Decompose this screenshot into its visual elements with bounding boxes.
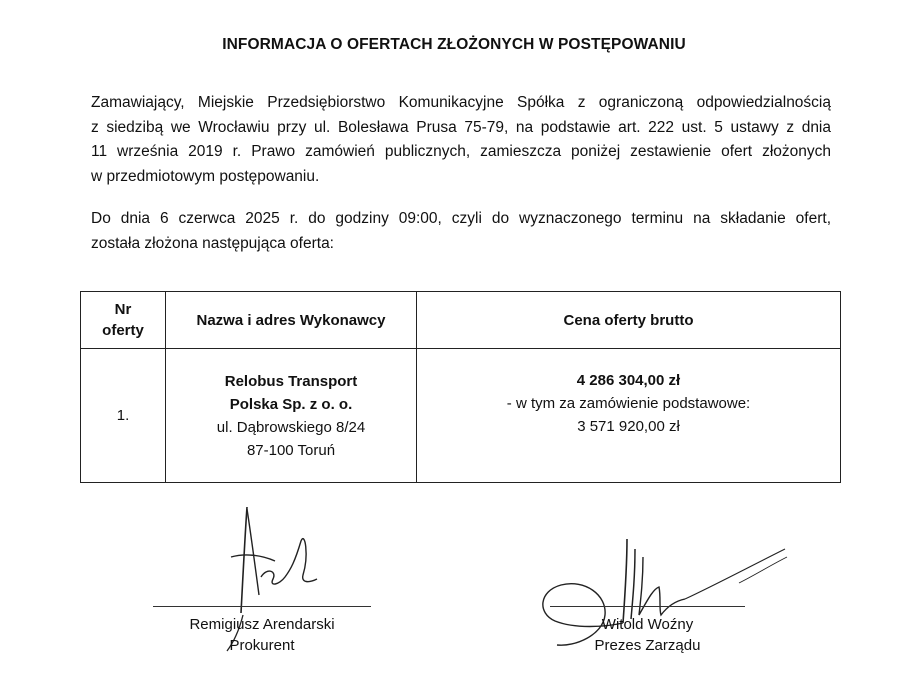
document-title: INFORMACJA O OFERTACH ZŁOŻONYCH W POSTĘPOWANIU <box>222 36 686 53</box>
signature-block-right <box>550 614 745 656</box>
signer-name: Remigiusz Arendarski <box>189 616 335 633</box>
header-nr-line: oferty <box>102 322 144 339</box>
signer-role: Prokurent <box>229 637 295 654</box>
signature-line-left <box>153 606 371 607</box>
header-contractor: Nazwa i adres Wykonawcy <box>166 292 417 349</box>
signer-role: Prezes Zarządu <box>594 637 701 654</box>
cell-price <box>417 349 841 483</box>
signature-block-left <box>153 614 371 656</box>
cell-contractor <box>166 349 417 483</box>
contractor-address: 87-100 Toruń <box>246 441 336 459</box>
paragraph-line: z siedzibą we Wrocławiu przy ul. Bolesława Prusa 75-79, na podstawie art. 222 ust. 5 ustawy z dnia <box>91 118 831 136</box>
contractor-name: Relobus Transport <box>224 372 358 390</box>
paragraph-line: została złożona następująca oferta: <box>91 234 334 252</box>
header-nr-line: Nr <box>114 301 132 318</box>
paragraph-line: 11 września 2019 r. Prawo zamówień publicznych, zamieszcza poniżej zestawienie ofert złożonych <box>91 143 831 160</box>
header-price: Cena oferty brutto <box>417 292 841 349</box>
price-note: - w tym za zamówienie podstawowe: <box>506 395 751 412</box>
intro-paragraph <box>91 91 831 189</box>
header-offer-number <box>81 292 166 349</box>
table-header-row <box>81 292 841 349</box>
deadline-paragraph <box>91 207 831 256</box>
cell-offer-number: 1. <box>81 349 166 483</box>
contractor-name: Polska Sp. z o. o. <box>229 395 353 413</box>
offers-table <box>80 291 841 483</box>
table-row <box>81 349 841 483</box>
price-total: 4 286 304,00 zł <box>576 372 681 389</box>
signer-name: Witold Woźny <box>601 616 694 633</box>
contractor-address: ul. Dąbrowskiego 8/24 <box>216 418 366 436</box>
paragraph-line: w przedmiotowym postępowaniu. <box>91 167 320 185</box>
paragraph-line: Zamawiający, Miejskie Przedsiębiorstwo Komunikacyjne Spółka z ograniczoną odpowiedzialnością <box>91 94 831 111</box>
paragraph-line: Do dnia 6 czerwca 2025 r. do godziny 09:00, czyli do wyznaczonego terminu na składanie ofert, <box>91 210 831 227</box>
signature-line-right <box>550 606 745 607</box>
price-basic: 3 571 920,00 zł <box>577 418 680 435</box>
